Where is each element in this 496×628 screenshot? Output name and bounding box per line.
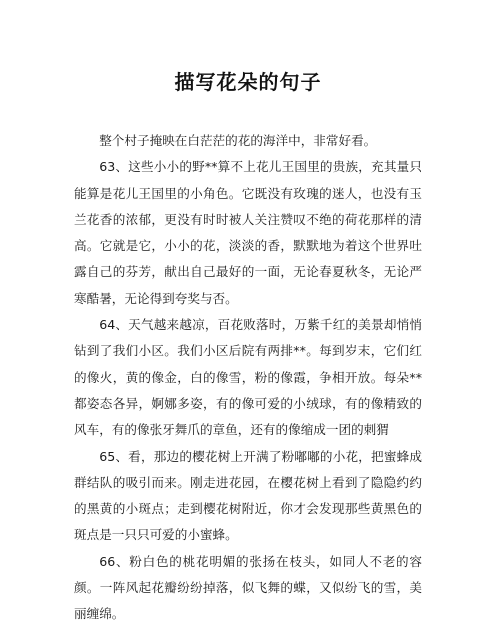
paragraph-66: 66、粉白色的桃花明媚的张扬在枝头，如同人不老的容颜。一阵风起花瓣纷纷掉落，似飞舞的蝶，又似纷飞的雪，美丽缠绵。 — [74, 553, 422, 622]
paragraph-intro: 整个村子掩映在白茫茫的花的海洋中，非常好看。 — [99, 133, 377, 148]
document-body — [74, 128, 422, 628]
paragraph-65: 65、看，那边的樱花树上开满了粉嘟嘟的小花，把蜜蜂成群结队的吸引而来。刚走进花园，在樱花树上看到了隐隐约约的黑黄的小斑点；走到樱花树附近，你才会发现那些黄黑色的斑点是一只只可爱的小蜜蜂。 — [74, 448, 422, 543]
paragraph-63: 63、这些小小的野**算不上花儿王国里的贵族，充其量只能算是花儿王国里的小角色。它既没有玫瑰的迷人，也没有玉兰花香的浓郁，更没有时时被人关注赞叹不绝的荷花那样的清高。它就是它，小小的花，淡淡的香，默默地为着这个世界吐露自己的芬芳，献出自己最好的一面，无论春夏秋冬，无论严寒酷暑，无论得到夸奖与否。 — [74, 159, 422, 306]
document-title: 描写花朵的句子 — [174, 70, 322, 94]
paragraph-64: 64、天气越来越凉，百花败落时，万紫千红的美景却悄悄钻到了我们小区。我们小区后院有两排**。每到岁末，它们红的像火，黄的像金，白的像雪，粉的像霞，争相开放。每朵**都姿态各异，婀娜多姿，有的像可爱的小绒球，有的像精致的风车，有的像张牙舞爪的章鱼，还有的像缩成一团的刺猬 — [74, 317, 422, 438]
